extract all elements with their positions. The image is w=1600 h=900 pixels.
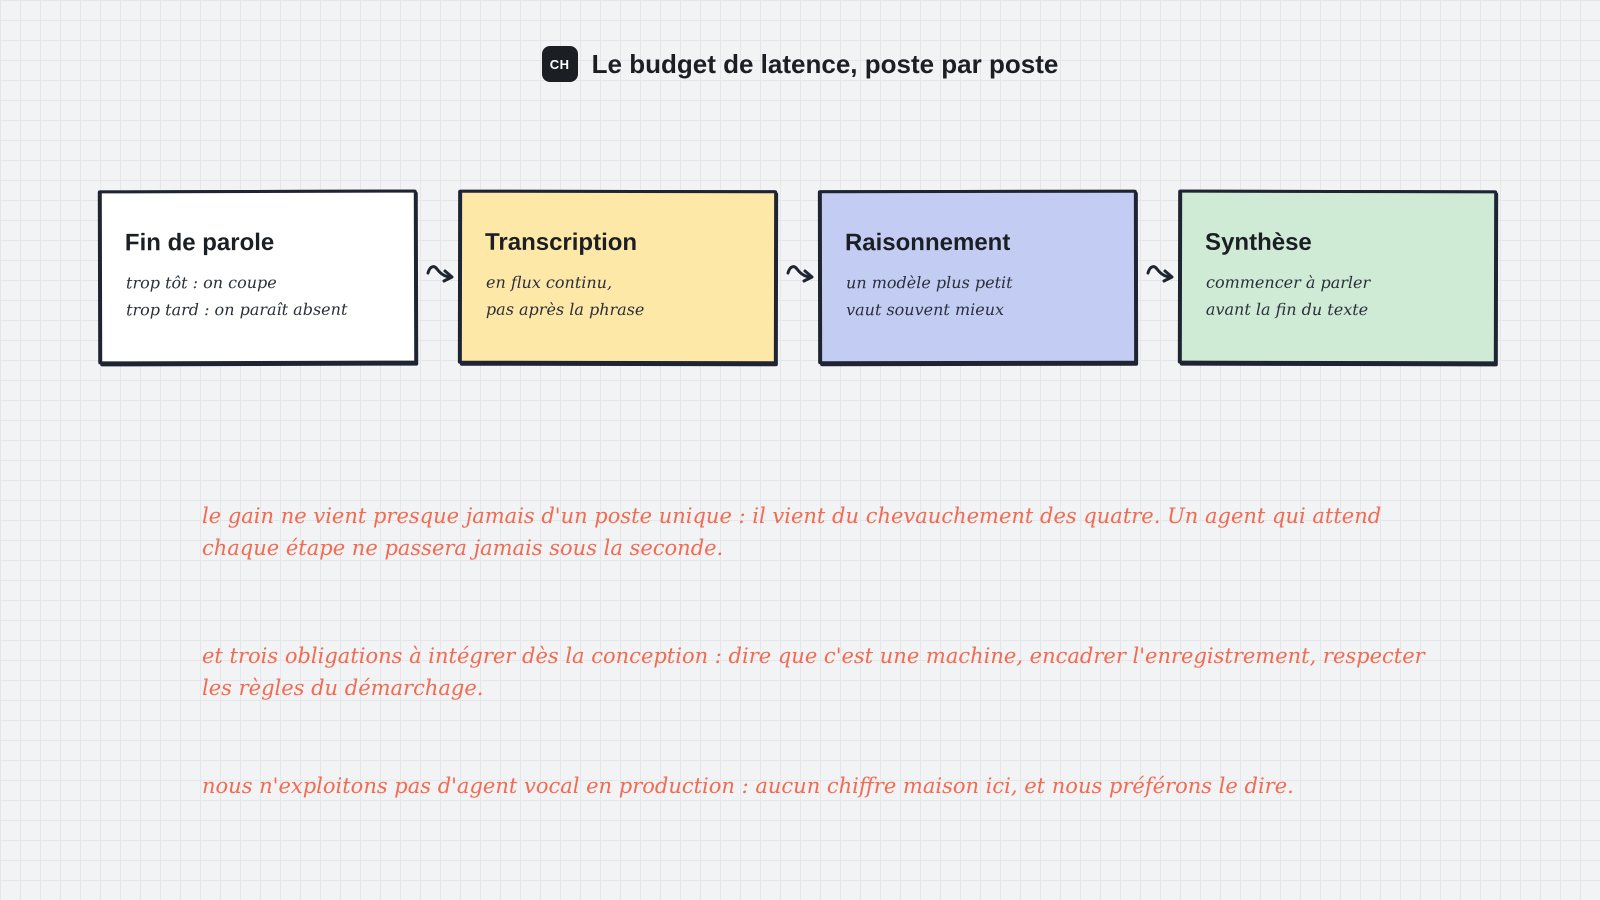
logo-badge: CH [542, 46, 578, 82]
stage-note [1206, 269, 1370, 323]
takeaway-note: le gain ne vient presque jamais d'un poste unique : il vient du chevauchement des quatre. Un agent qui attend chaque étape ne passera jamais sous la seconde. [202, 504, 1382, 560]
stage-title: Fin de parole [124, 228, 275, 257]
stage-note-line: trop tard : on paraît absent [126, 299, 348, 320]
stage-box-transcription [459, 190, 777, 365]
stage-note-line: avant la fin du texte [1205, 299, 1369, 320]
stage-note-line: vaut souvent mieux [846, 299, 1005, 320]
header [0, 46, 1600, 82]
stage-note-line: un modèle plus petit [845, 272, 1013, 293]
stage-box-synthese [1179, 190, 1497, 365]
stage-note [486, 269, 645, 323]
stage-note-line: trop tôt : on coupe [125, 272, 277, 293]
stage-title: Transcription [485, 228, 638, 257]
stage-note [846, 269, 1013, 323]
stage-note-line: en flux continu, [485, 272, 613, 292]
stage-note-line: commencer à parler [1205, 272, 1371, 293]
stage-title: Synthèse [1205, 228, 1312, 256]
takeaway-note: et trois obligations à intégrer dès la conception : dire que c'est une machine, encadrer l'enregistrement, respecter les règles du démarchage. [202, 644, 1425, 700]
page-title: Le budget de latence, poste par poste [591, 48, 1059, 79]
hand-drawn-arrow-icon [1145, 262, 1175, 284]
stage-title: Raisonnement [844, 228, 1011, 257]
hand-drawn-arrow-icon [785, 262, 815, 284]
stage-note-line: pas après la phrase [485, 299, 645, 320]
hand-drawn-arrow-icon [425, 262, 455, 284]
takeaway-note: nous n'exploitons pas d'agent vocal en production : aucun chiffre maison ici, et nous préférons le dire. [202, 774, 1294, 798]
stage-note [126, 269, 347, 324]
stage-box-raisonnement [819, 190, 1137, 365]
stage-box-fin-de-parole [99, 190, 417, 365]
